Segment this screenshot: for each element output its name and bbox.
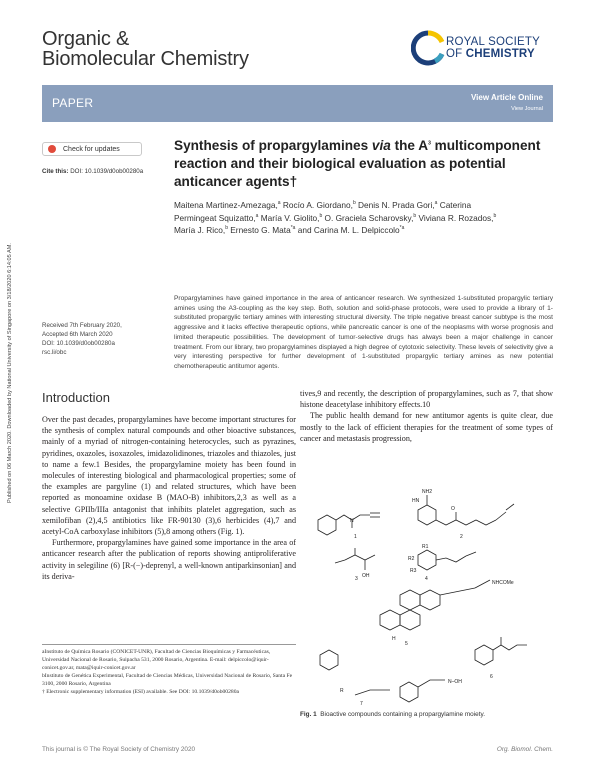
footer-copyright: This journal is © The Royal Society of Chemistry 2020 (42, 746, 196, 753)
group-r3: R3 (410, 568, 417, 574)
journal-title-line1: Organic & (42, 28, 130, 50)
group-r1: R1 (422, 544, 429, 550)
compound-1-ring (318, 515, 336, 535)
publisher-line2: OF CHEMISTRY (446, 48, 535, 60)
publisher-line1: ROYAL SOCIETY (446, 36, 540, 48)
author-list (174, 199, 514, 237)
journal-title (42, 29, 249, 69)
introduction-heading: Introduction (42, 390, 110, 405)
author-affiliation: a (434, 200, 438, 207)
author-affiliation: a (277, 200, 281, 207)
article-type-banner (42, 85, 553, 122)
figure-caption (300, 711, 485, 718)
compound-5-ring-a (380, 610, 400, 630)
article-type: PAPER (52, 96, 94, 110)
compound-label-2: 2 (460, 534, 463, 540)
author-name: María J. Rico, (174, 225, 226, 236)
author-affiliation: a (255, 212, 259, 219)
group-h: H (392, 636, 396, 642)
abstract: Propargylamines have gained importance in the area of anticancer research. We synthesized 1-substituted propargylic tertiary amines using the A3-coupling as the key step. Both, solution and solid-phase protocols, were used to provide a library of 1-substituted propargylic tertiary amines with interesting structural diversity. The triple negative breast cancer subtype is the most aggressive and it lacks effective therapeutic options, while pancreatic cancer is one of the neoplasms with worse prognosis and limited therapeutic possibilities. The development of tumor-selective drugs has always been a major challenge in cancer treatment. From our library, two propargylamines displayed a high degree of cytotoxic selectivity. These levels of selectivity give a very interesting perspective for further development of 1-substituted propargylic tertiary amines as new potential chemotherapeutic antitumor agents. (174, 295, 553, 370)
check-updates-icon (48, 145, 56, 153)
author-affiliation: b (319, 212, 323, 219)
right-column (300, 388, 553, 444)
author-name: O. Graciela Scharovsky, (322, 212, 414, 223)
group-r: R (340, 688, 344, 694)
right-paragraph-2: The public health demand for new antitumor agents is quite clear, due mostly to the lack of efficient therapies for the treatment of some types of cancer and metastasis progression, (300, 411, 553, 443)
author-affiliation: b (493, 212, 497, 219)
group-nh2: NH2 (422, 489, 433, 495)
check-for-updates-button[interactable] (42, 142, 142, 156)
group-o: O (451, 506, 455, 512)
cite-doi[interactable]: DOI: 10.1039/d0ob00280a (70, 168, 144, 175)
compound-label-3: 3 (355, 576, 358, 582)
journal-title-line2: Biomolecular Chemistry (42, 48, 249, 70)
author-name: Maitena Martinez-Amezaga, (174, 200, 278, 210)
footnote-divider (42, 644, 296, 645)
author-affiliation: b (413, 212, 417, 219)
view-journal-link[interactable]: View Journal (511, 106, 543, 112)
author-affiliation: b (352, 200, 356, 207)
author-name: Viviana R. Rozados, (416, 212, 494, 223)
compound-6-ring (475, 645, 493, 665)
compound-4-ring (418, 550, 436, 570)
compound-7-ring (320, 650, 338, 670)
footnote-a: aInstituto de Química Rosario (CONICET-UNR), Facultad de Ciencias Bioquímicas y Farmacéuticas, Universidad Nacional de Rosario, Suipacha 531, 2000 Rosario, Argentina. E-mail: delpiccolo@iquir-conicet.gov.ar, mata@iquir-conicet.gov.ar (42, 649, 271, 671)
author-name: Ernesto G. Mata (227, 225, 291, 236)
figure-label: Fig. 1 (300, 711, 317, 718)
compound-label-7: 7 (360, 701, 363, 707)
author-affiliation: *a (399, 225, 405, 232)
author-name: and Carina M. L. Delpiccolo (295, 225, 400, 236)
cite-this (42, 168, 143, 175)
figure-caption-text: Bioactive compounds containing a propargylamine moiety. (320, 711, 485, 718)
cite-label: Cite this: (42, 168, 69, 175)
group-nhcome: NHCOMe (492, 580, 514, 586)
compound-label-6: 6 (490, 674, 493, 680)
footnote-esi: † Electronic supplementary information (ESI) available. See DOI: 10.1039/d0ob00280a (42, 688, 239, 695)
intro-paragraph-2: Furthermore, propargylamines have gained some importance in the area of anticancer research after the publication of reports showing antiproliferative activity in selegiline (6) [R-(−)-deprenyl, a well-known antiparkinsonian] and its deriva- (42, 538, 296, 581)
intro-paragraph-1: Over the past decades, propargylamines have become important structures for the synthesis of complex natural compounds and other bioactive substances, mainly of a myriad of nitrogen-containing heterocycles, such as pyrazines, pyridines, oxazoles, isoxazoles, imidazolidinones, triazoles and thiazoles, just to name a few.1 Besides, the propargylamine moiety has been found in molecules of interesting biological and pharmacological properties; some of the examples are pargyline (1) and related structures, which have been reported as monoamine oxidase B (MAO-B) inhibitors,2,3 as well as a selective GPIIb/IIIa antagonist that inhibits platelet aggregation, such as xemilofiban (2),4,5 antibiotics like FR-90130 (3),6 herbicides (4),7 and acetyl-CoA carboxylase inhibitors (5),8 among others (Fig. 1). (42, 415, 296, 537)
compound-label-5: 5 (405, 641, 408, 647)
view-article-online-link[interactable]: View Article Online (470, 93, 543, 102)
rsc-logo-icon (411, 30, 445, 66)
author-name: Caterina Permingeat Squizatto, (174, 200, 472, 223)
group-n-oh: N–OH (448, 679, 462, 685)
group-oh: OH (362, 573, 370, 579)
accepted-date: Accepted 6th March 2020 (42, 331, 113, 338)
group-n: N (350, 518, 354, 524)
footnotes (42, 649, 298, 696)
publisher-name (446, 36, 540, 60)
author-name: Rocío A. Giordano, (280, 200, 353, 210)
group-hn: HN (412, 498, 420, 504)
check-updates-label: Check for updates (63, 146, 120, 153)
author-name: Denis N. Prada Gori, (355, 200, 435, 210)
author-name: María V. Giolito, (258, 212, 320, 223)
received-info (42, 321, 122, 357)
received-date: Received 7th February 2020, (42, 322, 122, 329)
compound-2-ring (418, 505, 436, 525)
right-paragraph-1: tives,9 and recently, the description of propargylamines, such as 7, that show histone deacetylase inhibitory effects.10 (300, 389, 553, 410)
footnote-b: bInstituto de Genética Experimental, Facultad de Ciencias Médicas, Universidad Nacional de Rosario, Santa Fe 3100, 2000 Rosario, Argentina (42, 672, 293, 687)
author-affiliation: *a (290, 225, 296, 232)
compound-label-4: 4 (425, 576, 428, 582)
journal-link[interactable]: rsc.li/obc (42, 349, 67, 356)
left-column (42, 414, 296, 582)
doi[interactable]: DOI: 10.1039/d0ob00280a (42, 340, 115, 347)
footer-journal: Org. Biomol. Chem. (496, 746, 553, 753)
figure-1-structures (300, 480, 553, 708)
publication-sidebar-text: Published on 06 March 2020. Downloaded by National University of Singapore on 3/18/2020 6:14:05 AM. (7, 243, 13, 503)
compound-label-1: 1 (354, 534, 357, 540)
article-title: Synthesis of propargylamines via the $A^3$ multicomponent reaction and their biological evaluation as potential anticancer agents† (174, 138, 541, 189)
group-r2: R2 (408, 556, 415, 562)
author-affiliation: b (225, 225, 228, 232)
